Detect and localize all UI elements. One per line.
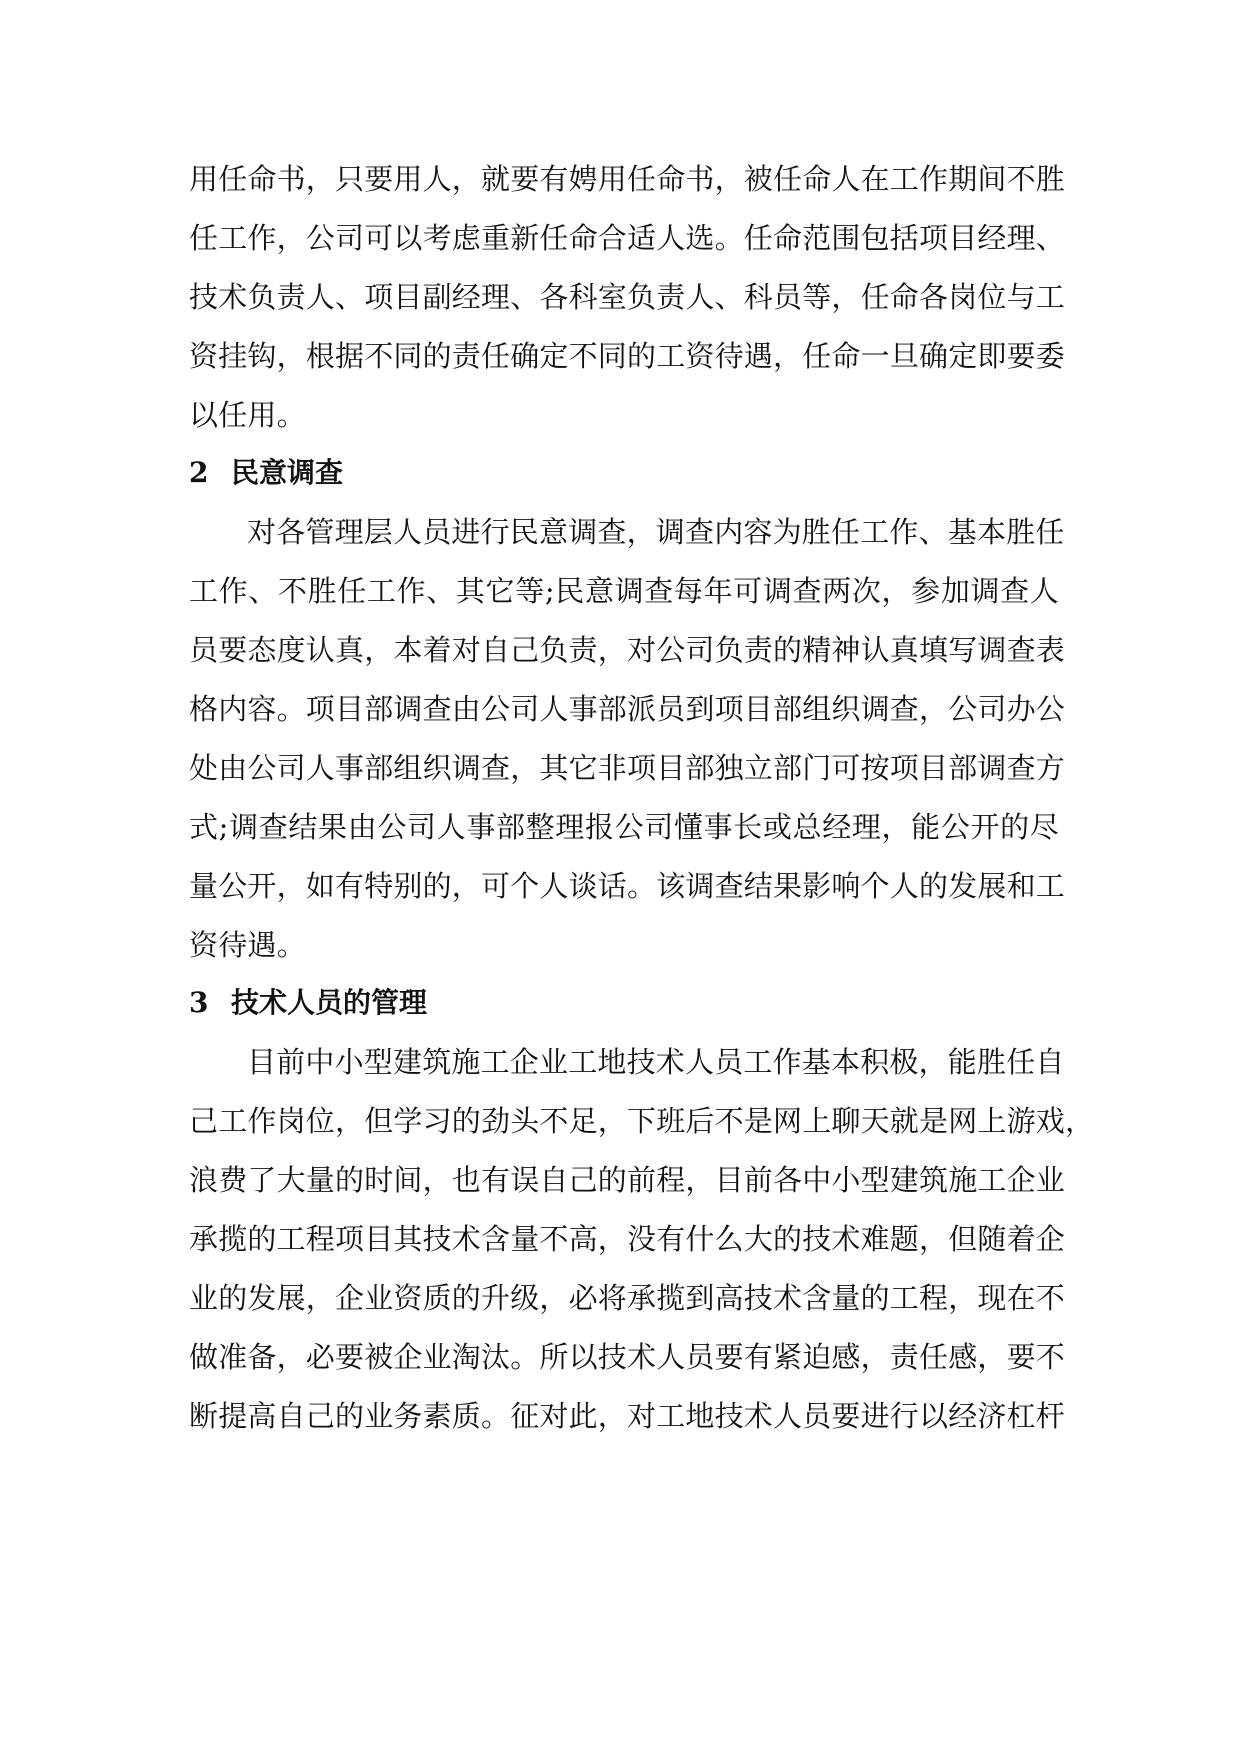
paragraph-line: 技术负责人、项目副经理、各科室负责人、科员等，任命各岗位与工 (189, 280, 1066, 314)
paragraph-line: 己工作岗位，但学习的劲头不足，下班后不是网上聊天就是网上游戏， (189, 1104, 1095, 1138)
paragraph-line: 承揽的工程项目其技术含量不高，没有什么大的技术难题，但随着企 (189, 1222, 1066, 1256)
paragraph-line: 对各管理层人员进行民意调查，调查内容为胜任工作、基本胜任 (247, 515, 1065, 549)
section-heading-2 (189, 449, 343, 497)
paragraph-line: 业的发展，企业资质的升级，必将承揽到高技术含量的工程，现在不 (189, 1281, 1066, 1315)
paragraph-line: 以任用。 (189, 398, 306, 432)
section-title: 民意调查 (231, 456, 344, 489)
paragraph-line: 式;调查结果由公司人事部整理报公司懂事长或总经理，能公开的尽 (189, 810, 1059, 844)
paragraph-line: 浪费了大量的时间，也有误自己的前程，目前各中小型建筑施工企业 (189, 1163, 1066, 1197)
paragraph-line: 格内容。项目部调查由公司人事部派员到项目部组织调查，公司办公 (189, 692, 1066, 726)
section-heading-3 (189, 979, 427, 1027)
paragraph-line: 资挂钩，根据不同的责任确定不同的工资待遇，任命一旦确定即要委 (189, 339, 1066, 373)
paragraph-line: 用任命书，只要用人，就要有娉用任命书，被任命人在工作期间不胜 (189, 162, 1066, 196)
section-number: 3 (189, 986, 209, 1019)
paragraph-line: 断提高自己的业务素质。征对此，对工地技术人员要进行以经济杠杆 (189, 1399, 1066, 1433)
section-title: 技术人员的管理 (231, 986, 428, 1019)
paragraph-line: 量公开，如有特别的，可个人谈话。该调查结果影响个人的发展和工 (189, 869, 1066, 903)
section-number: 2 (189, 456, 209, 489)
paragraph-line: 工作、不胜任工作、其它等;民意调查每年可调查两次，参加调查人 (189, 574, 1059, 608)
paragraph-line: 目前中小型建筑施工企业工地技术人员工作基本积极，能胜任自 (247, 1045, 1065, 1079)
paragraph-line: 处由公司人事部组织调查，其它非项目部独立部门可按项目部调查方 (189, 751, 1066, 785)
paragraph-line: 任工作，公司可以考虑重新任命合适人选。任命范围包括项目经理、 (189, 221, 1066, 255)
paragraph-line: 员要态度认真，本着对自己负责，对公司负责的精神认真填写调查表 (189, 633, 1066, 667)
paragraph-line: 做准备，必要被企业淘汰。所以技术人员要有紧迫感，责任感，要不 (189, 1340, 1066, 1374)
paragraph-line: 资待遇。 (189, 928, 306, 962)
